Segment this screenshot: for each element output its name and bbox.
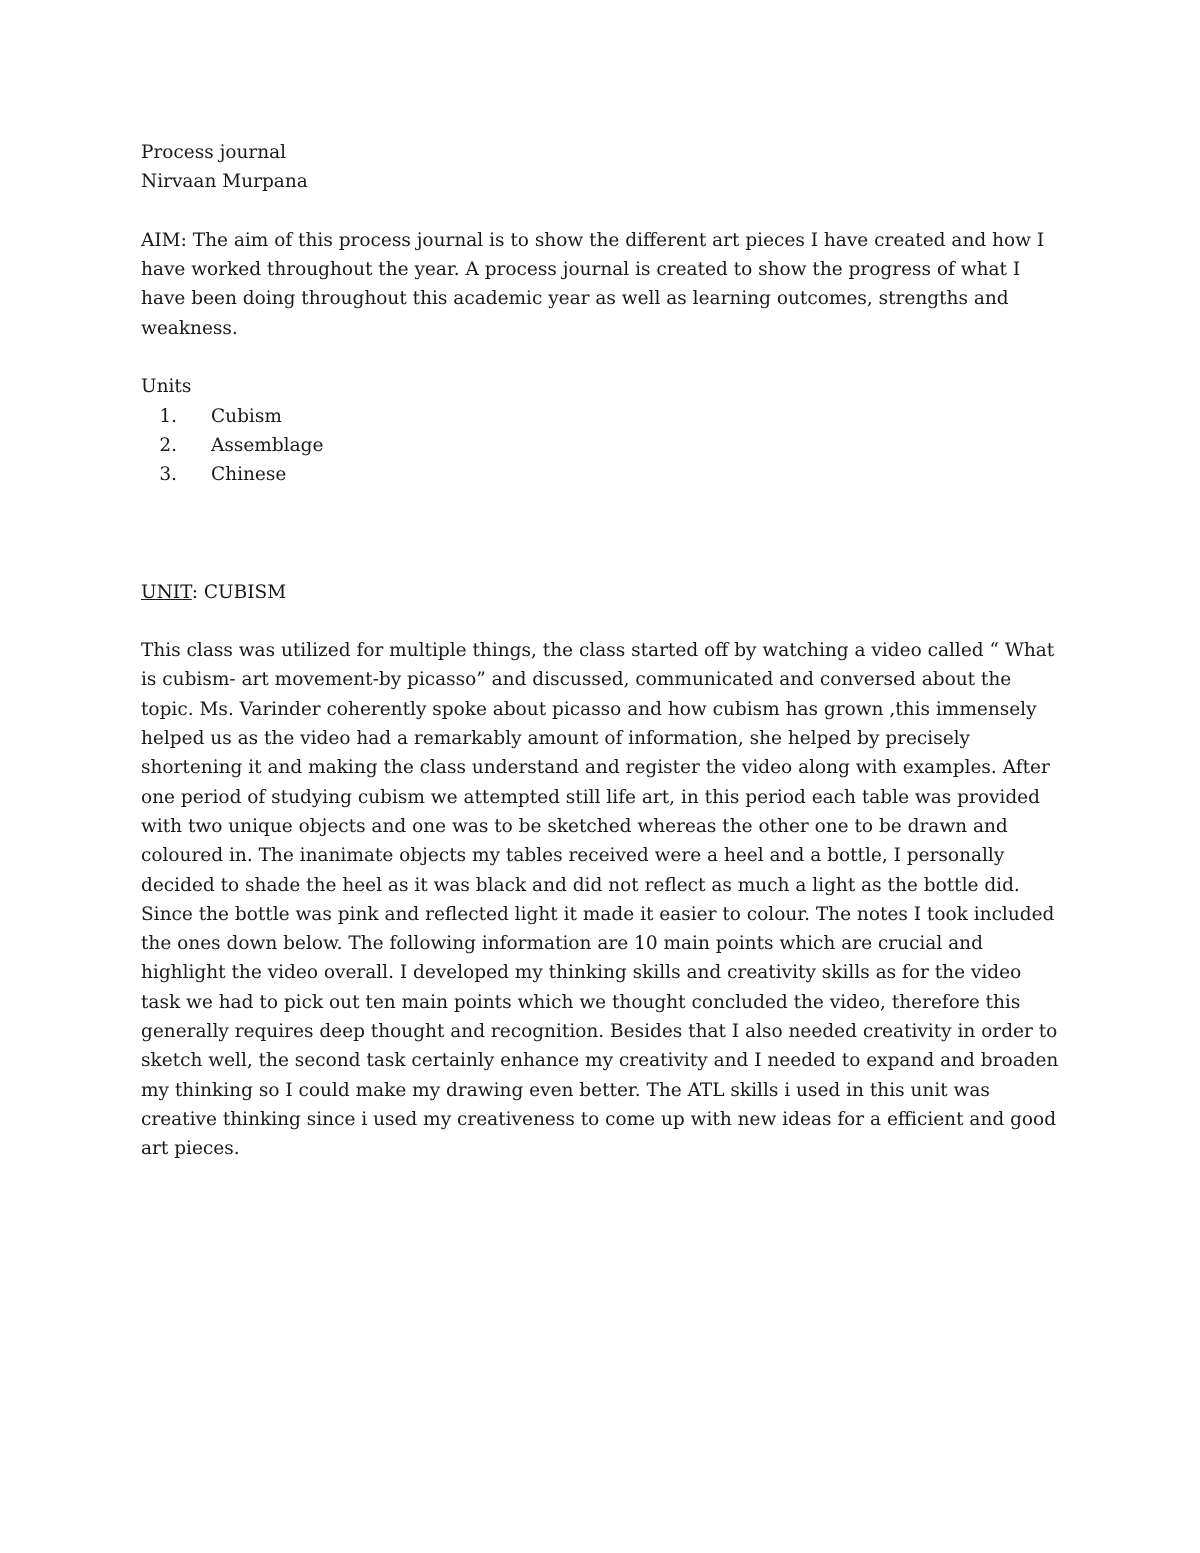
cubism-paragraph: This class was utilized for multiple things, the class started off by watching a video called “ What is cubism- art movement-by picasso” and discussed, communicated and conversed about the topic. Ms. Varinder coherently spoke about picasso and how cubism has grown ,this immensely helped us as the video had a remarkably amount of information, she helped by precisely shortening it and making the class understand and register the video along with examples. After one period of studying cubism we attempted still life art, in this period each table was provided with two unique objects and one was to be sketched whereas the other one to be drawn and coloured in. The inanimate objects my tables received were a heel and a bottle, I personally decided to shade the heel as it was black and did not reflect as much a light as the bottle did. Since the bottle was pink and reflected light it made it easier to colour. The notes I took included the ones down below. The following information are 10 main points which are crucial and highlight the video overall. I developed my thinking skills and creativity skills as for the video task we had to pick out ten main points which we thought concluded the video, therefore this generally requires deep thought and recognition. Besides that I also needed creativity in order to sketch well, the second task certainly enhance my creativity and I needed to expand and broaden my thinking so I could make my drawing even better. The ATL skills i used in this unit was creative thinking since i used my creativeness to come up with new ideas for a efficient and good art pieces. [141,640,1059,1160]
list-item-label: Cubism [211,405,282,427]
spacer [141,197,1066,226]
author-name: Nirvaan Murpana [141,171,308,193]
units-list [141,402,1066,490]
list-item [141,460,1066,489]
cubism-heading-rest: : CUBISM [191,581,287,603]
cubism-heading [141,578,1066,607]
spacer [141,607,1066,636]
list-item [141,431,1066,460]
aim-paragraph [141,226,1066,343]
list-item [141,402,1066,431]
aim-label: AIM [141,229,181,251]
spacer [141,490,1066,578]
list-item-label: Chinese [211,464,287,486]
document-title: Process journal [141,142,287,163]
document-content [141,138,1066,1164]
list-item-number: 2. [159,434,177,456]
cubism-heading-unit: UNIT [141,581,192,603]
aim-text: : The aim of this process journal is to show the different art pieces I have created and how I have worked throughout the year. A process journal is created to show the progress of what I have been doing throughout this academic year as well as learning outcomes, strengths and weakness. [141,229,1045,339]
units-heading: Units [141,376,192,398]
spacer [141,343,1066,372]
list-item-number: 3. [159,464,177,486]
list-item-number: 1. [159,405,177,427]
list-item-label: Assemblage [211,434,324,456]
